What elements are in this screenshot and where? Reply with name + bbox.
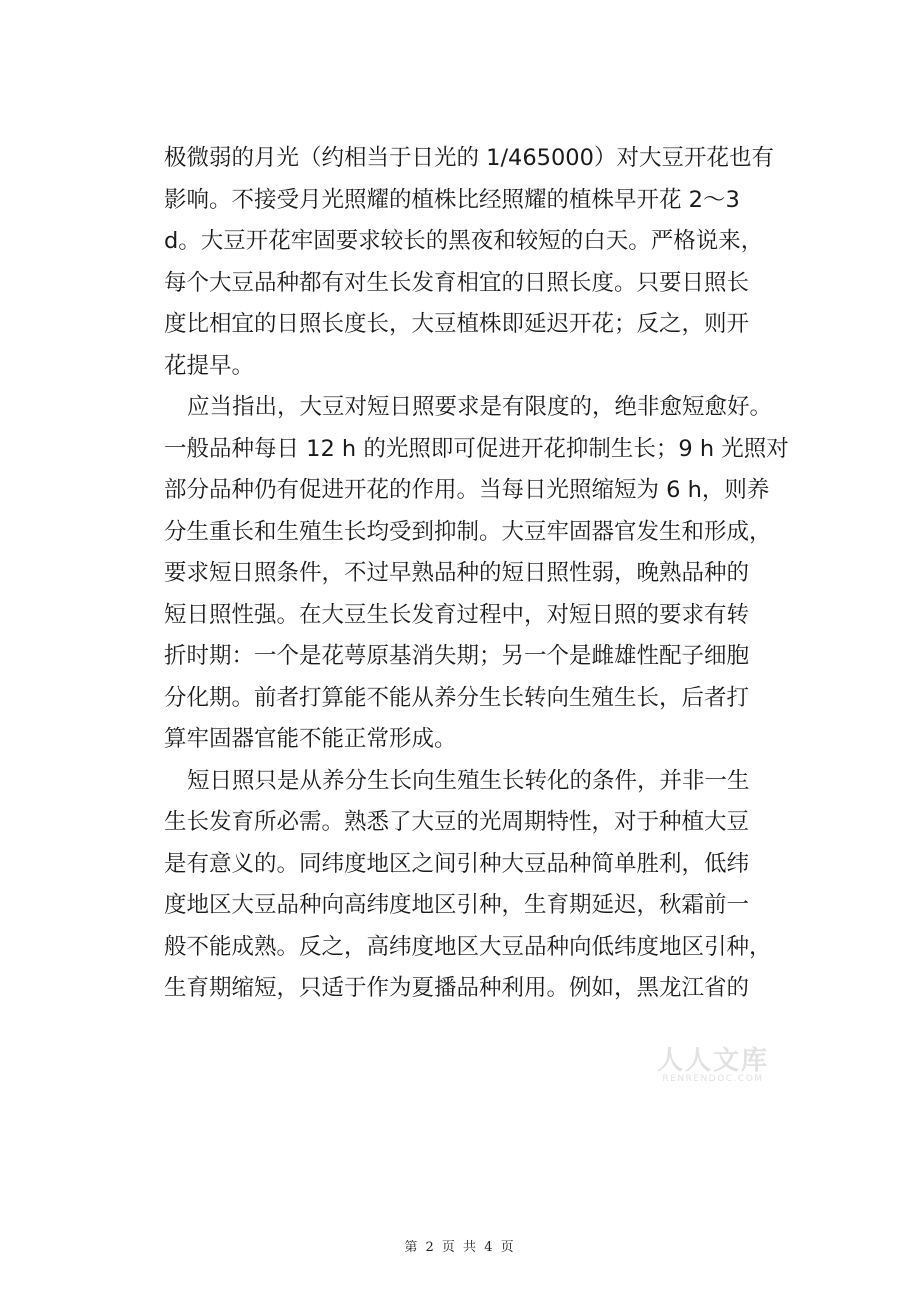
watermark-title: 人人文库	[656, 1046, 769, 1076]
text-line: 分生重长和生殖生长均受到抑制。大豆牢固器官发生和形成，	[164, 518, 772, 545]
text-line: 部分品种仍有促进开花的作用。当每日光照缩短为 6 h，则养	[164, 477, 770, 503]
text-line: 花提早。	[164, 352, 255, 379]
text-line: 影响。不接受月光照耀的植株比经照耀的植株早开花 2～3	[164, 186, 740, 213]
text-line: 应当指出，大豆对短日照要求是有限度的，绝非愈短愈好。	[187, 394, 773, 420]
text-line: 生育期缩短，只适于作为夏播品种利用。例如，黑龙江省的	[164, 975, 750, 1001]
text-line: 算牢固器官能不能正常形成。	[164, 726, 457, 752]
watermark-logo	[648, 1040, 778, 1092]
text-line: 一般品种每日 12 h 的光照即可促进开花抑制生长；9 h 光照对	[164, 435, 789, 462]
document-body	[164, 138, 789, 1010]
text-line: 短日照性强。在大豆生长发育过程中，对短日照的要求有转	[164, 601, 750, 628]
text-line: 极微弱的月光（约相当于日光的 1/465000）对大豆开花也有	[164, 145, 774, 171]
text-line: 生长发育所必需。熟悉了大豆的光周期特性，对于种植大豆	[164, 809, 750, 835]
text-line: 每个大豆品种都有对生长发育相宜的日照长度。只要日照长	[164, 269, 750, 296]
text-line: 分化期。前者打算能不能从养分生长转向生殖生长，后者打	[164, 684, 750, 711]
text-line: 般不能成熟。反之，高纬度地区大豆品种向低纬度地区引种，	[164, 933, 772, 960]
paragraph-3	[164, 761, 780, 1010]
watermark-subtitle: RENRENDOC.COM	[662, 1074, 764, 1084]
paragraph-2	[164, 387, 789, 761]
text-line: 折时期：一个是花萼原基消失期；另一个是雌雄性配子细胞	[164, 643, 750, 669]
paragraph-1	[164, 138, 780, 387]
text-line: 度比相宜的日照长度长，大豆植株即延迟开花；反之，则开	[164, 311, 750, 337]
text-line: 度地区大豆品种向高纬度地区引种，生育期延迟，秋霜前一	[164, 892, 750, 918]
text-line: 要求短日照条件，不过早熟品种的短日照性弱，晚熟品种的	[164, 560, 750, 586]
text-line: 是有意义的。同纬度地区之间引种大豆品种简单胜利，低纬	[164, 850, 750, 877]
text-line: 短日照只是从养分生长向生殖生长转化的条件，并非一生	[187, 767, 750, 794]
text-line: d。大豆开花牢固要求较长的黑夜和较短的白天。严格说来，	[164, 228, 764, 254]
page-footer: 第 2 页 共 4 页	[404, 1240, 516, 1255]
